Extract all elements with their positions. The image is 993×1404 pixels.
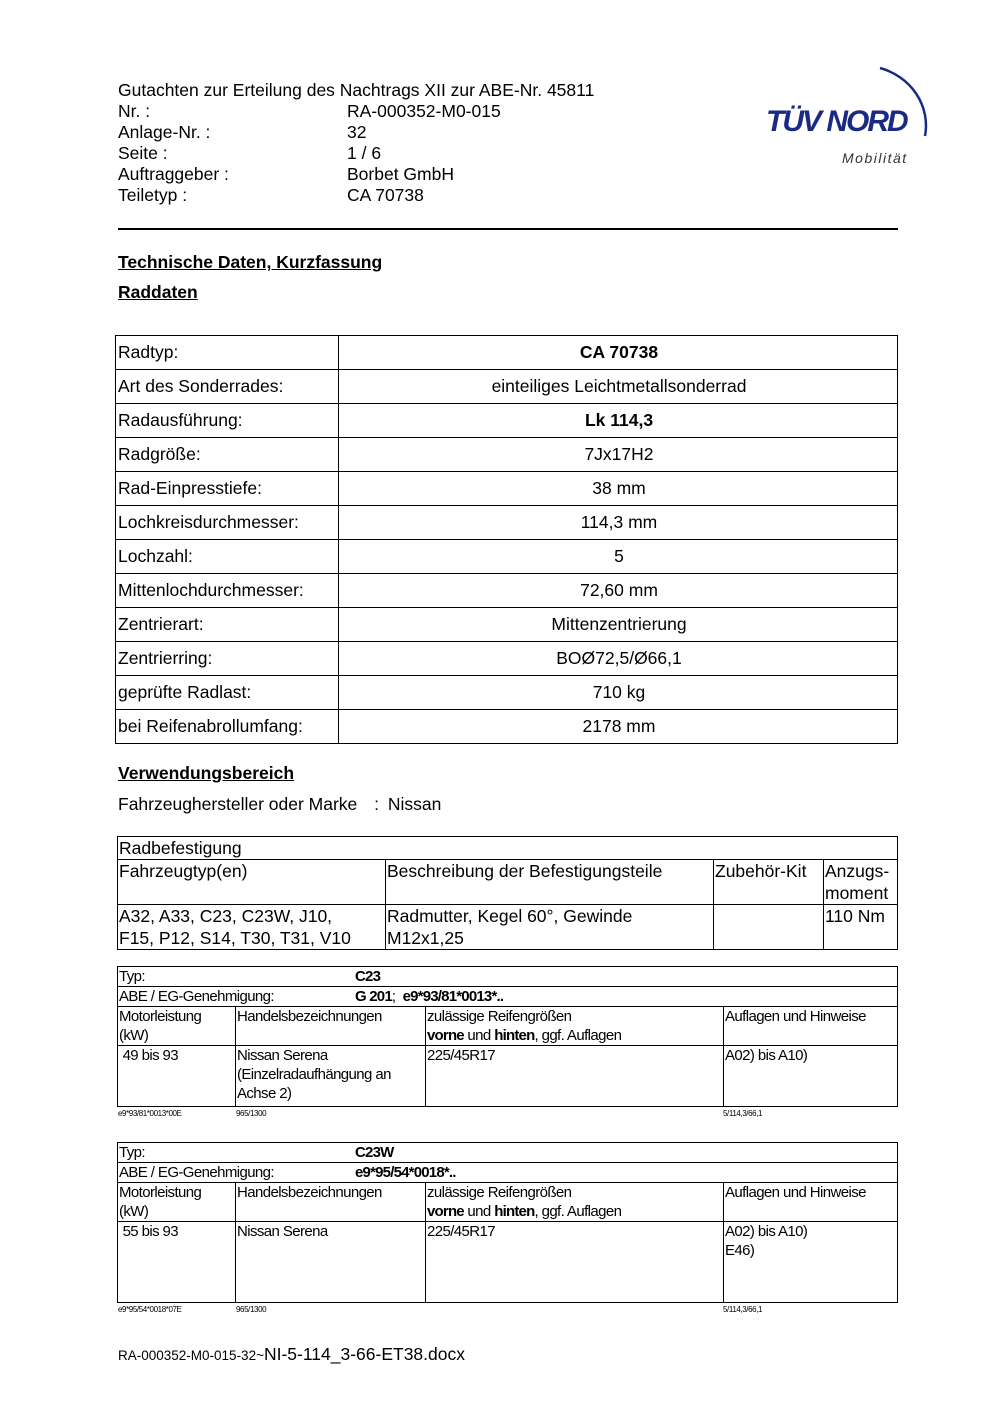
row-value: 710 kg (339, 676, 898, 710)
col-handel: Handelsbezeichnungen (236, 1007, 426, 1046)
radbefestigung-table (117, 836, 898, 950)
row-label: Radtyp: (116, 336, 339, 370)
col-reifen (426, 1007, 724, 1046)
cell-tire: 225/45R17 (426, 1222, 724, 1303)
table-row (116, 710, 898, 744)
row-label: Lochzahl: (116, 540, 339, 574)
cert-tiny-code: e9*95/54*0018*07E (118, 1305, 182, 1314)
header-value: 32 (347, 122, 367, 142)
table-row (116, 506, 898, 540)
table-row (116, 336, 898, 370)
table-row (116, 642, 898, 676)
row-value: Lk 114,3 (339, 404, 898, 438)
header-row-auftraggeber (118, 164, 594, 185)
header-label: Nr. : (118, 101, 151, 121)
row-label: Mittenlochdurchmesser: (116, 574, 339, 608)
name-line: Achse 2) (237, 1085, 292, 1102)
header-value: CA 70738 (347, 185, 424, 205)
row-label: Art des Sonderrades: (116, 370, 339, 404)
cell-types (118, 905, 386, 950)
section-raddaten: Raddaten (118, 282, 198, 302)
reifen-sub (427, 1202, 723, 1221)
header-row-nr (118, 101, 594, 122)
abe-sep: ; (391, 988, 403, 1005)
motor-label: Motorleistung (119, 1184, 202, 1201)
table-row (118, 905, 898, 950)
page-footer (118, 1344, 465, 1365)
radbefestigung-title: Radbefestigung (118, 837, 898, 860)
cert-tiny-mass: 965/1300 (236, 1305, 267, 1314)
col-auflagen: Auflagen und Hinweise (724, 1007, 898, 1046)
row-value: einteiliges Leichtmetallsonderrad (339, 370, 898, 404)
cert-abe-cell (118, 987, 898, 1007)
typ-label: Typ: (119, 1144, 145, 1161)
col-anzugs: Anzugs- (825, 861, 890, 881)
motor-label: Motorleistung (119, 1008, 202, 1025)
header-label: Seite : (118, 143, 168, 163)
motor-unit: (kW) (119, 1203, 149, 1220)
wheel-data-table (115, 335, 898, 744)
document-header (118, 80, 594, 206)
cert-table-c23 (117, 966, 898, 1107)
table-row (116, 676, 898, 710)
footer-prefix: RA-000352-M0-015-32~ (118, 1348, 264, 1363)
header-value: 1 / 6 (347, 143, 382, 163)
table-row (116, 438, 898, 472)
col-anzugsmoment (824, 860, 898, 905)
tuv-nord-logo (760, 58, 950, 173)
row-label: Lochkreisdurchmesser: (116, 506, 339, 540)
reifen-sub (427, 1026, 723, 1045)
reifen-hinten: hinten (494, 1203, 535, 1220)
cert-abe-row (118, 1163, 898, 1183)
cert-typ-row (118, 1143, 898, 1163)
col-fahrzeugtyp: Fahrzeugtyp(en) (118, 860, 386, 905)
table-row (116, 574, 898, 608)
col-auflagen: Auflagen und Hinweise (724, 1183, 898, 1222)
cert-header-row (118, 1183, 898, 1222)
row-value: Mittenzentrierung (339, 608, 898, 642)
cert-tiny-bolt: 5/114,3/66,1 (723, 1109, 763, 1118)
row-value: 5 (339, 540, 898, 574)
col-reifen (426, 1183, 724, 1222)
reifen-rest: , ggf. Auflagen (534, 1027, 622, 1044)
cell-torque: 110 Nm (824, 905, 898, 950)
notes-line: E46) (725, 1242, 755, 1259)
col-moment: moment (825, 883, 889, 903)
footer-filename: NI-5-114_3-66-ET38.docx (263, 1344, 465, 1364)
header-row-seite (118, 143, 594, 164)
row-label: Zentrierring: (116, 642, 339, 676)
cert-data-row (118, 1222, 898, 1303)
col-motorleistung (118, 1007, 236, 1046)
cert-table-c23w (117, 1142, 898, 1303)
cert-abe-row (118, 987, 898, 1007)
row-label: Rad-Einpresstiefe: (116, 472, 339, 506)
motor-unit: (kW) (119, 1027, 149, 1044)
section-verwendungsbereich: Verwendungsbereich (118, 763, 295, 783)
col-beschreibung: Beschreibung der Befestigungsteile (386, 860, 714, 905)
cell-kw: 55 bis 93 (118, 1222, 236, 1303)
cell-kw: 49 bis 93 (118, 1046, 236, 1107)
row-label: geprüfte Radlast: (116, 676, 339, 710)
row-label: Radausführung: (116, 404, 339, 438)
row-value: CA 70738 (339, 336, 898, 370)
cert-tiny-code: e9*93/81*0013*00E (118, 1109, 182, 1118)
table-header-row (118, 860, 898, 905)
logo-sub: Mobilität (842, 150, 908, 166)
header-label: Auftraggeber : (118, 164, 229, 184)
table-row (116, 540, 898, 574)
cert-header-row (118, 1007, 898, 1046)
col-motorleistung (118, 1183, 236, 1222)
reifen-label: zulässige Reifengrößen (427, 1008, 572, 1025)
table-row (116, 404, 898, 438)
table-row (116, 472, 898, 506)
manufacturer-sep: : (374, 794, 380, 814)
row-value: BOØ72,5/Ø66,1 (339, 642, 898, 676)
cell-notes (724, 1222, 898, 1303)
name-line: Nissan Serena (237, 1047, 328, 1064)
name-line: (Einzelradaufhängung an (237, 1066, 391, 1083)
cell-kit (714, 905, 824, 950)
typ-label: Typ: (119, 968, 145, 985)
cert-tiny-mass: 965/1300 (236, 1109, 267, 1118)
header-label: Anlage-Nr. : (118, 122, 211, 142)
reifen-vorne: vorne (427, 1203, 464, 1220)
row-label: Zentrierart: (116, 608, 339, 642)
manufacturer-line (118, 794, 441, 815)
abe-value-2: e9*95/54*0018*.. (355, 1164, 456, 1181)
abe-value-1: G 201 (355, 988, 392, 1005)
abe-label: ABE / EG-Genehmigung: (119, 988, 274, 1005)
header-value: RA-000352-M0-015 (347, 101, 501, 121)
cert-typ-row (118, 967, 898, 987)
row-label: bei Reifenabrollumfang: (116, 710, 339, 744)
cert-typ-cell (118, 1143, 898, 1163)
notes-line: A02) bis A10) (725, 1223, 808, 1240)
row-value: 38 mm (339, 472, 898, 506)
header-row-teiletyp (118, 185, 594, 206)
table-row (118, 837, 898, 860)
typ-value: C23 (355, 968, 381, 985)
cell-tire: 225/45R17 (426, 1046, 724, 1107)
row-value: 7Jx17H2 (339, 438, 898, 472)
abe-value-2: e9*93/81*0013*.. (402, 988, 504, 1005)
abe-label: ABE / EG-Genehmigung: (119, 1164, 274, 1181)
desc-line: M12x1,25 (387, 928, 464, 948)
reifen-hinten: hinten (494, 1027, 535, 1044)
header-value: Borbet GmbH (347, 164, 454, 184)
row-value: 2178 mm (339, 710, 898, 744)
name-line: Nissan Serena (237, 1223, 328, 1240)
header-label: Teiletyp : (118, 185, 188, 205)
cell-names (236, 1222, 426, 1303)
cert-tiny-bolt: 5/114,3/66,1 (723, 1305, 763, 1314)
header-divider (118, 228, 898, 230)
cert-abe-cell (118, 1163, 898, 1183)
manufacturer-label: Fahrzeughersteller oder Marke (118, 794, 358, 814)
table-row (116, 608, 898, 642)
col-zubehoer-kit: Zubehör-Kit (714, 860, 824, 905)
row-value: 72,60 mm (339, 574, 898, 608)
header-title: Gutachten zur Erteilung des Nachtrags XII zur ABE-Nr. 45811 (118, 80, 595, 100)
reifen-und: und (463, 1027, 495, 1044)
row-value: 114,3 mm (339, 506, 898, 540)
cert-data-row (118, 1046, 898, 1107)
types-line: A32, A33, C23, C23W, J10, (119, 906, 333, 926)
desc-line: Radmutter, Kegel 60°, Gewinde (387, 906, 633, 926)
section-technische-daten: Technische Daten, Kurzfassung (118, 252, 383, 272)
logo-brand: TÜV NORD (766, 105, 907, 138)
notes-line: A02) bis A10) (725, 1047, 808, 1064)
row-label: Radgröße: (116, 438, 339, 472)
reifen-rest: , ggf. Auflagen (534, 1203, 622, 1220)
cell-desc (386, 905, 714, 950)
cert-typ-cell (118, 967, 898, 987)
typ-value: C23W (355, 1144, 394, 1161)
table-row (116, 370, 898, 404)
header-row-anlage (118, 122, 594, 143)
reifen-label: zulässige Reifengrößen (427, 1184, 572, 1201)
reifen-und: und (463, 1203, 495, 1220)
reifen-vorne: vorne (427, 1027, 464, 1044)
cell-names (236, 1046, 426, 1107)
cell-notes (724, 1046, 898, 1107)
manufacturer-value: Nissan (387, 794, 442, 814)
col-handel: Handelsbezeichnungen (236, 1183, 426, 1222)
types-line: F15, P12, S14, T30, T31, V10 (119, 928, 351, 948)
